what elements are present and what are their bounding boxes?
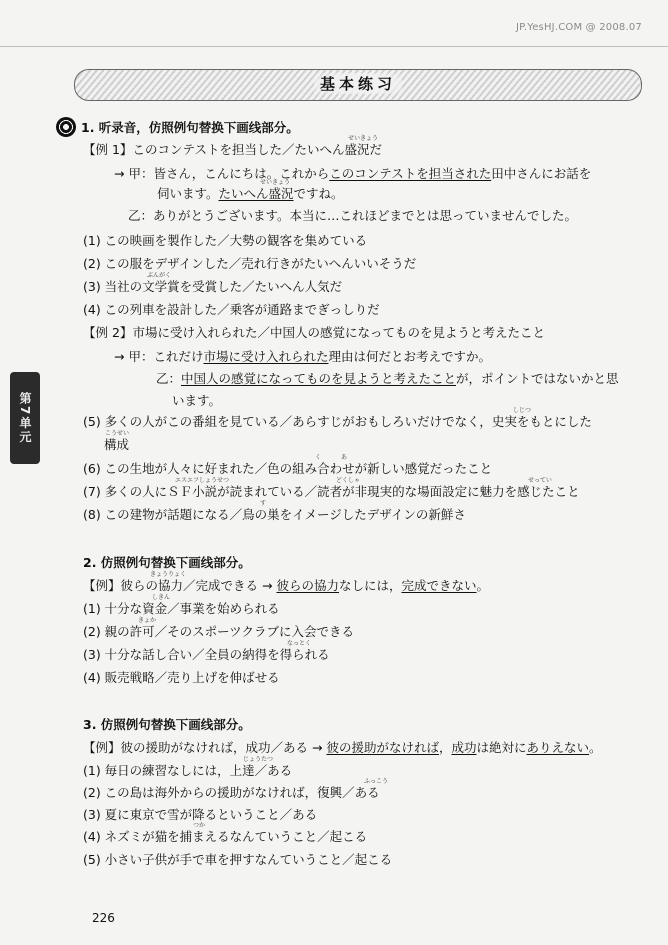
furigana: なっとく <box>287 640 312 647</box>
top-rule <box>0 46 668 47</box>
furigana: きょか <box>138 617 157 624</box>
furigana: す <box>260 500 267 507</box>
furigana: ぶんがく <box>147 272 172 279</box>
exercise-item: (7) 多くの人にＳＦ小説が読まれている／読者が非現実的な場面設定に魅力を感じたこと <box>83 484 580 499</box>
underlined-part: このコンテストを担当された <box>329 166 492 181</box>
example1-answer-a-line1: → 甲：皆さん，こんにちは。これからこのコンテストを担当された田中さんにお話を <box>114 166 592 181</box>
underlined-part: 彼らの協力 <box>276 578 339 593</box>
exercise-item: (3) 十分な話し合い／全員の納得を得られる <box>83 647 330 662</box>
exercise-item: (3) 当社の文学賞を受賞した／たいへん人気だ <box>83 279 343 294</box>
exercise-item: (8) この建物が話題になる／鳥の巣をイメージしたデザインの新鮮さ <box>83 507 466 522</box>
furigana: しじつ <box>513 407 532 414</box>
example2-prompt-line <box>83 325 545 341</box>
section3-heading: 3. 仿照例句替换下画线部分。 <box>83 717 251 732</box>
underlined-part: 市場に受け入れられた <box>203 349 329 364</box>
example1-answer-a-line2: 伺います。たいへん盛況ですね。 <box>157 186 344 201</box>
furigana: ふっこう <box>364 778 389 785</box>
exercise-item: (6) この生地が人々に好まれた／色の組み合わせが新しい感覚だったこと <box>83 461 493 476</box>
example1-answer-b: 乙：ありがとうございます。本当に…これほどまでとは思っていませんでした。 <box>128 208 578 223</box>
example2-answer-b: 乙：中国人の感覚になってものを見ようと考えたことが，ポイントではないかと思 <box>156 371 619 386</box>
audio-cd-icon[interactable] <box>56 117 76 137</box>
furigana: つか <box>193 822 206 829</box>
furigana: じょうたつ <box>243 756 274 763</box>
furigana: エスエフしょうせつ <box>175 477 230 484</box>
unit-side-tab: 第7单元 <box>10 372 40 464</box>
section2-heading: 2. 仿照例句替换下画线部分。 <box>83 555 251 570</box>
exercise-item: (4) 販売戦略／売り上げを伸ばせる <box>83 670 280 685</box>
furigana: せってい <box>528 477 552 484</box>
page-number: 226 <box>92 911 115 925</box>
furigana: しきん <box>152 594 171 601</box>
underlined-part: 中国人の感覚になってものを見ようと考えたこと <box>181 371 457 386</box>
example2-answer-a: → 甲：これだけ市場に受け入れられた理由は何だとお考えですか。 <box>114 349 491 364</box>
underlined-part: たいへん盛況 <box>218 186 294 201</box>
section2-example: 【例】彼らの協力／完成できる → 彼らの協力なしには，完成できない。 <box>83 578 490 593</box>
example2-prompt: 市場に受け入れられた／中国人の感覚になってものを見ようと考えたこと <box>132 325 545 340</box>
exercise-item: (5) 多くの人がこの番組を見ている／あらすじがおもしろいだけでなく，史実をもとにした <box>83 414 592 429</box>
section-banner <box>74 69 642 101</box>
example2-answer-b-line2: います。 <box>172 393 222 408</box>
example1-label: 【例 1】 <box>83 142 133 157</box>
exercise-item: (4) この列車を設計した／乗客が通路までぎっしりだ <box>83 302 380 317</box>
underlined-part: 完成できない <box>401 578 477 593</box>
example1-prompt: このコンテストを担当した／たいへん盛況だ <box>132 142 382 157</box>
exercise-item: (2) この島は海外からの援助がなければ，復興／ある <box>83 785 380 800</box>
exercise-item: (2) この服をデザインした／売れ行きがたいへんいいそうだ <box>83 256 417 271</box>
watermark: JP.YesHJ.COM @ 2008.07 <box>516 22 642 33</box>
exercise-item: (1) 十分な資金／事業を始められる <box>83 601 280 616</box>
exercise-item: (1) この映画を製作した／大勢の観客を集めている <box>83 233 368 248</box>
underlined-part: 成功 <box>451 740 477 755</box>
exercise-item: (2) 親の許可／そのスポーツクラブに入会できる <box>83 624 355 639</box>
exercise-item-continuation: 構成 <box>104 437 130 452</box>
underlined-part: ありえない <box>526 740 590 755</box>
banner-title: 基本练习 <box>314 73 402 94</box>
furigana: きょうりょく <box>150 571 187 578</box>
furigana: せいきょう <box>260 179 291 186</box>
furigana: あ <box>341 454 348 461</box>
section3-example: 【例】彼の援助がなければ，成功／ある → 彼の援助がなければ，成功は絶対にありえない。 <box>83 740 602 755</box>
section1-heading: 1. 听录音，仿照例句替换下画线部分。 <box>81 120 299 135</box>
furigana: どくしゃ <box>336 477 361 484</box>
furigana: こうせい <box>105 430 130 437</box>
furigana: く <box>315 454 322 461</box>
underlined-part: 彼の援助がなければ <box>326 740 439 755</box>
example1-prompt-line <box>83 142 382 158</box>
furigana: せいきょう <box>348 135 379 142</box>
example2-label: 【例 2】 <box>83 325 133 340</box>
exercise-item: (3) 夏に東京で雪が降るということ／ある <box>83 807 318 822</box>
exercise-item: (4) ネズミが猫を捕まえるなんていうこと／起こる <box>83 829 368 844</box>
exercise-item: (1) 毎日の練習なしには，上達／ある <box>83 763 293 778</box>
exercise-item: (5) 小さい子供が手で車を押すなんていうこと／起こる <box>83 852 393 867</box>
